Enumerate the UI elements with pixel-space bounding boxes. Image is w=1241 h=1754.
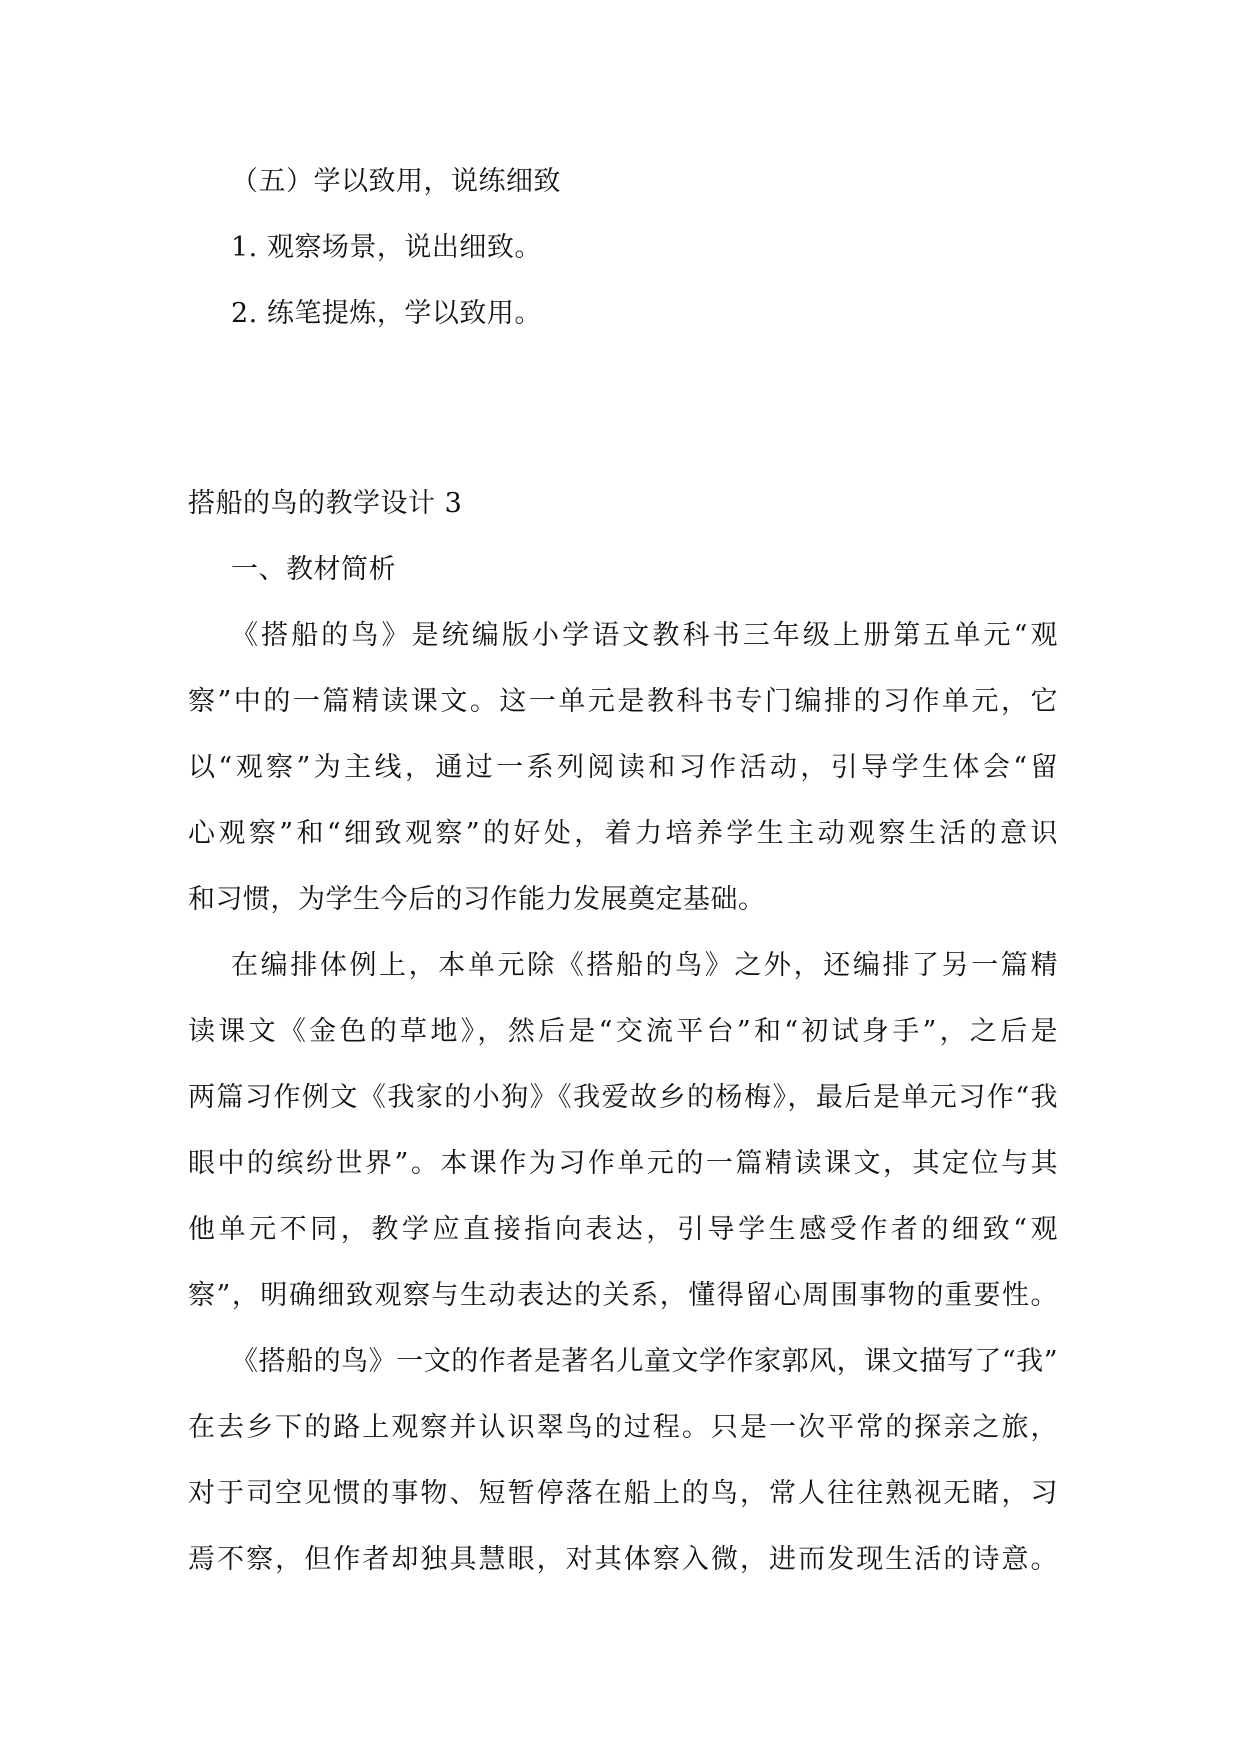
paragraph-line: 心观察”和“细致观察”的好处，着力培养学生主动观察生活的意识 xyxy=(188,818,1058,849)
paragraph-line: 在编排体例上，本单元除《搭船的鸟》之外，还编排了另一篇精 xyxy=(231,950,1058,981)
paragraph-line: 焉不察，但作者却独具慧眼，对其体察入微，进而发现生活的诗意。 xyxy=(188,1544,1058,1575)
paragraph-line: 两篇习作例文《我家的小狗》《我爱故乡的杨梅》，最后是单元习作“我 xyxy=(188,1082,1058,1113)
paragraph-line: 他单元不同，教学应直接指向表达，引导学生感受作者的细致“观 xyxy=(188,1214,1058,1245)
paragraph-line: 和习惯，为学生今后的习作能力发展奠定基础。 xyxy=(188,884,766,915)
paragraph-line: 《搭船的鸟》一文的作者是著名儿童文学作家郭风，课文描写了“我” xyxy=(231,1346,1058,1377)
list-item-practice-writing: 2. 练笔提炼，学以致用。 xyxy=(231,298,542,329)
paragraph-line: 察”中的一篇精读课文。这一单元是教科书专门编排的习作单元，它 xyxy=(188,686,1058,717)
paragraph-line: 察”，明确细致观察与生动表达的关系，懂得留心周围事物的重要性。 xyxy=(188,1280,1058,1311)
paragraph-line: 《搭船的鸟》是统编版小学语文教科书三年级上册第五单元“观 xyxy=(231,620,1058,651)
section-heading-five: （五）学以致用，说练细致 xyxy=(231,166,561,197)
list-item-observe-scene: 1. 观察场景，说出细致。 xyxy=(231,232,542,263)
document-title: 搭船的鸟的教学设计 3 xyxy=(188,488,463,519)
paragraph-line: 对于司空见惯的事物、短暂停落在船上的鸟，常人往往熟视无睹，习 xyxy=(188,1478,1058,1509)
paragraph-line: 眼中的缤纷世界”。本课作为习作单元的一篇精读课文，其定位与其 xyxy=(188,1148,1058,1179)
paragraph-line: 在去乡下的路上观察并认识翠鸟的过程。只是一次平常的探亲之旅， xyxy=(188,1412,1058,1443)
section-heading-textbook-analysis: 一、教材简析 xyxy=(231,554,396,585)
paragraph-line: 以“观察”为主线，通过一系列阅读和习作活动，引导学生体会“留 xyxy=(188,752,1058,783)
paragraph-line: 读课文《金色的草地》，然后是“交流平台”和“初试身手”，之后是 xyxy=(188,1016,1058,1047)
